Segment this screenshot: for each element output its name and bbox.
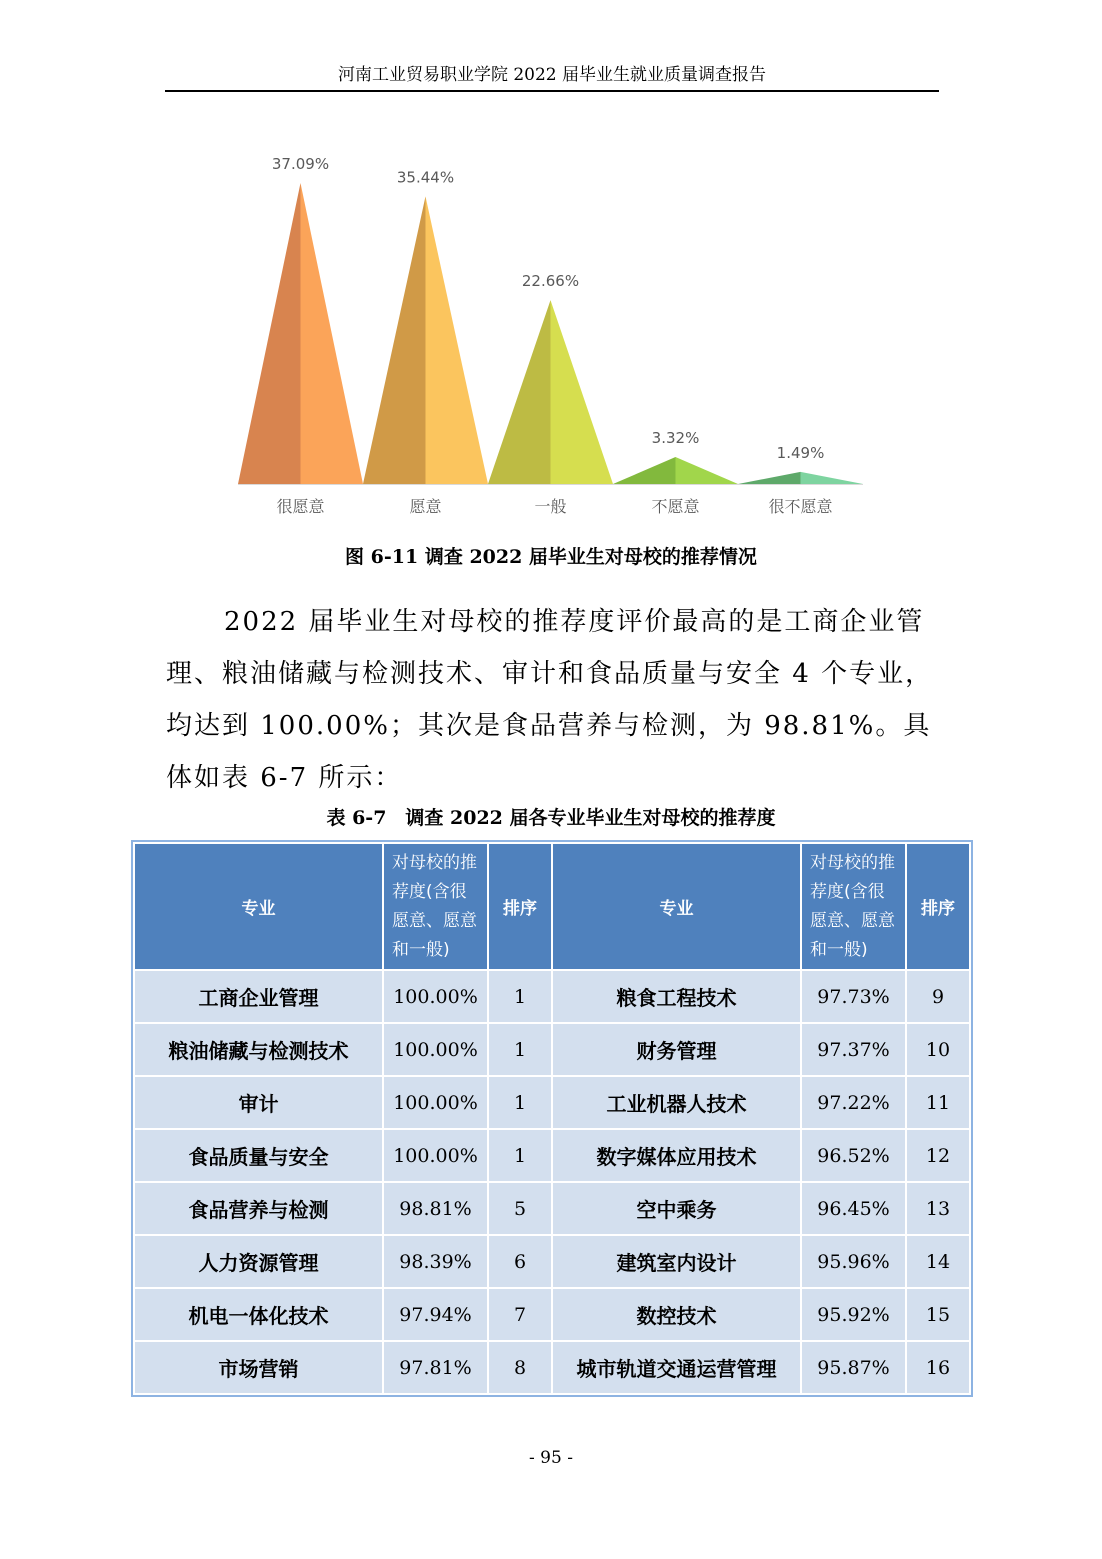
cell-rank: 15 <box>906 1288 970 1341</box>
cell-major: 食品营养与检测 <box>134 1182 383 1235</box>
data-label: 1.49% <box>776 443 825 462</box>
header-rank: 排序 <box>906 843 970 970</box>
table-row <box>134 1341 970 1394</box>
bar-1 <box>238 183 363 484</box>
bar-shape-right <box>676 457 739 484</box>
bar-shape-right <box>801 472 864 484</box>
cell-rate: 98.81% <box>383 1182 488 1235</box>
cell-rank: 5 <box>488 1182 552 1235</box>
body-paragraph-text: 2022 届毕业生对母校的推荐度评价最高的是工商企业管理、粮油储藏与检测技术、审计和食品质量与安全 4 个专业，均达到 100.00%；其次是食品营养与检测，为 98.81%。具体如表 6-7 所示： <box>166 607 934 793</box>
cell-rank: 10 <box>906 1023 970 1076</box>
cell-major: 建筑室内设计 <box>552 1235 801 1288</box>
cell-major: 财务管理 <box>552 1023 801 1076</box>
bar-shape-left <box>238 183 301 484</box>
cell-rank: 11 <box>906 1076 970 1129</box>
header-rate: 对母校的推荐度(含很愿意、愿意和一般) <box>801 843 906 970</box>
cell-major: 空中乘务 <box>552 1182 801 1235</box>
cell-rate: 100.00% <box>383 970 488 1023</box>
cell-rank: 6 <box>488 1235 552 1288</box>
cell-major: 工商企业管理 <box>134 970 383 1023</box>
table-header-row <box>134 843 970 970</box>
cell-rate: 96.45% <box>801 1182 906 1235</box>
bar-3 <box>488 300 613 484</box>
category-label: 一般 <box>534 497 567 516</box>
cell-rate: 97.37% <box>801 1023 906 1076</box>
cell-rate: 97.81% <box>383 1341 488 1394</box>
cell-rate: 97.73% <box>801 970 906 1023</box>
cell-rate: 98.39% <box>383 1235 488 1288</box>
header-major: 专业 <box>134 843 383 970</box>
cell-major: 粮食工程技术 <box>552 970 801 1023</box>
table-row <box>134 1129 970 1182</box>
cell-major: 粮油储藏与检测技术 <box>134 1023 383 1076</box>
cell-rate: 95.96% <box>801 1235 906 1288</box>
bar-shape-left <box>363 196 426 484</box>
data-label: 37.09% <box>271 155 330 173</box>
cell-major: 工业机器人技术 <box>552 1076 801 1129</box>
header-major: 专业 <box>552 843 801 970</box>
table-caption: 表 6-7 调查 2022 届各专业毕业生对母校的推荐度 <box>326 807 776 829</box>
cell-rank: 1 <box>488 1023 552 1076</box>
body-paragraph <box>166 596 938 804</box>
cell-major: 审计 <box>134 1076 383 1129</box>
category-label: 很不愿意 <box>768 497 833 516</box>
bar-shape-left <box>738 472 801 484</box>
cell-rank: 1 <box>488 970 552 1023</box>
cell-rank: 12 <box>906 1129 970 1182</box>
cell-rank: 9 <box>906 970 970 1023</box>
bar-2 <box>363 196 488 484</box>
data-label: 22.66% <box>521 272 580 291</box>
bar-shape-left <box>488 300 551 484</box>
cell-rate: 97.94% <box>383 1288 488 1341</box>
page-header: 河南工业贸易职业学院 2022 届毕业生就业质量调查报告 <box>165 62 939 92</box>
cell-rate: 96.52% <box>801 1129 906 1182</box>
recommendation-table <box>133 842 971 1395</box>
table-row <box>134 1288 970 1341</box>
category-label: 不愿意 <box>651 497 700 516</box>
cell-rate: 95.87% <box>801 1341 906 1394</box>
cell-rate: 100.00% <box>383 1076 488 1129</box>
cell-rank: 1 <box>488 1129 552 1182</box>
cell-major: 数控技术 <box>552 1288 801 1341</box>
cell-rate: 97.22% <box>801 1076 906 1129</box>
category-label: 很愿意 <box>276 497 325 516</box>
header-rank: 排序 <box>488 843 552 970</box>
cell-major: 机电一体化技术 <box>134 1288 383 1341</box>
cell-rank: 7 <box>488 1288 552 1341</box>
bar-shape-right <box>301 183 364 484</box>
figure-caption: 图 6-11 调查 2022 届毕业生对母校的推荐情况 <box>345 546 757 568</box>
cell-major: 人力资源管理 <box>134 1235 383 1288</box>
bar-shape-left <box>613 457 676 484</box>
cell-rank: 14 <box>906 1235 970 1288</box>
cell-rate: 100.00% <box>383 1129 488 1182</box>
cell-rank: 8 <box>488 1341 552 1394</box>
category-label: 愿意 <box>409 497 442 516</box>
bar-shape-right <box>551 300 614 484</box>
cell-major: 城市轨道交通运营管理 <box>552 1341 801 1394</box>
table-row <box>134 1076 970 1129</box>
cell-major: 市场营销 <box>134 1341 383 1394</box>
bar-shape-right <box>426 196 489 484</box>
table-row <box>134 970 970 1023</box>
table-row <box>134 1023 970 1076</box>
cell-rate: 95.92% <box>801 1288 906 1341</box>
cell-rank: 13 <box>906 1182 970 1235</box>
bar-5 <box>738 472 863 484</box>
bar-4 <box>613 457 738 484</box>
page-number: - 95 - <box>529 1448 573 1468</box>
recommendation-chart <box>230 145 870 525</box>
cell-major: 食品质量与安全 <box>134 1129 383 1182</box>
cell-rate: 100.00% <box>383 1023 488 1076</box>
table-row <box>134 1235 970 1288</box>
cell-rank: 1 <box>488 1076 552 1129</box>
cell-major: 数字媒体应用技术 <box>552 1129 801 1182</box>
data-label: 3.32% <box>651 429 700 448</box>
cell-rank: 16 <box>906 1341 970 1394</box>
data-label: 35.44% <box>396 168 455 187</box>
header-rate: 对母校的推荐度(含很愿意、愿意和一般) <box>383 843 488 970</box>
table-row <box>134 1182 970 1235</box>
